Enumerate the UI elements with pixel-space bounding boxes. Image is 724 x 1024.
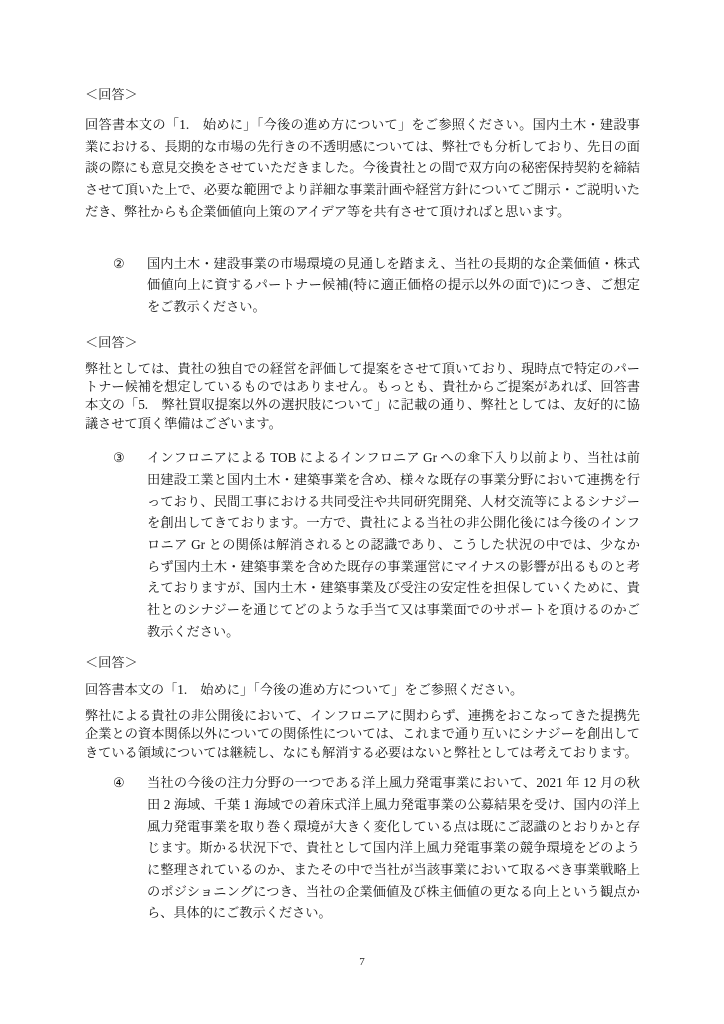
answer-heading: ＜回答＞ [85,87,138,102]
item-number: ③ [113,450,125,466]
item-text: 当社の今後の注力分野の一つである洋上風力発電事業において、2021 年 12 月の秋田 2 海域、千葉 1 海域での着床式洋上風力発電事業の公募結果を受け、国内の洋上風力発電事業を取り巻く環境が大きく変化している点は既にご認識のとおりかと存じます。斯かる状況下で、貴社として国内洋上風力発電事業の競争環境をどのように整理されているのか、またその中で当社が当該事業において取るべき事業戦略上のポジショニングにつき、当社の企業価値及び株主価値の更なる向上という観点から、具体的にご教示ください。 [147,775,640,921]
item-number: ④ [113,775,125,791]
numbered-question-item [85,253,640,318]
item-text: 国内土木・建設事業の市場環境の見通しを踏まえ、当社の長期的な企業価値・株式価値向上に資するパートナー候補(特に適正価格の提示以外の面で)につき、ご想定をご教示ください。 [147,255,640,314]
document-body [85,84,640,924]
body-paragraph: 回答書本文の「1. 始めに」「今後の進め方について」をご参照ください。 [85,681,524,697]
body-paragraph: 弊社による貴社の非公開後において、インフロニアに関わらず、連携をおこなってきた提携先企業との資本関係以外についての関係性については、これまで通り互いにシナジーを創出してきている領域については継続し、なにも解消する必要はないと弊社としては考えております。 [85,707,640,760]
answer-heading: ＜回答＞ [85,334,138,350]
numbered-question-item [85,447,640,642]
item-number: ② [113,255,125,271]
page-number: 7 [359,956,365,968]
body-paragraph: 回答書本文の「1. 始めに」「今後の進め方について」をご参照ください。国内土木・建設事業における、長期的な市場の先行きの不透明感については、弊社でも分析しており、先日の面談の際にも意見交換をさせていただきました。今後貴社との間で双方向の秘密保持契約を締結させて頂いた上で、必要な範囲でより詳細な事業計画や経営方針についてご開示・ご説明いただき、弊社からも企業価値向上策のアイデア等を共有させて頂ければと思います。 [85,117,640,219]
numbered-question-item [85,772,640,924]
item-text: インフロニアによる TOB によるインフロニア Gr への傘下入り以前より、当社は前田建設工業と国内土木・建築事業を含め、様々な既存の事業分野において連携を行っており、民間工事における共同受注や共同研究開発、人材交流等によるシナジーを創出してきております。一方で、貴社による当社の非公開化後には今後のインフロニア Gr との関係は解消されるとの認識であり、こうした状況の中では、少なからず国内土木・建築事業を含めた既存の事業運営にマイナスの影響が出るものと考えておりますが、国内土木・建築事業及び受注の安定性を担保していくために、貴社とのシナジーを通じてどのような手当て又は事業面でのサポートを頂けるのかご教示ください。 [147,450,640,639]
answer-heading: ＜回答＞ [85,654,138,670]
body-paragraph: 弊社としては、貴社の独自での経営を評価して提案をさせて頂いており、現時点で特定のパートナー候補を想定しているものではありません。もっとも、貴社からご提案があれば、回答書本文の「5. 弊社買収提案以外の選択肢について」に記載の通り、弊社としては、友好的に協議させて頂く準備はございます。 [85,360,640,431]
